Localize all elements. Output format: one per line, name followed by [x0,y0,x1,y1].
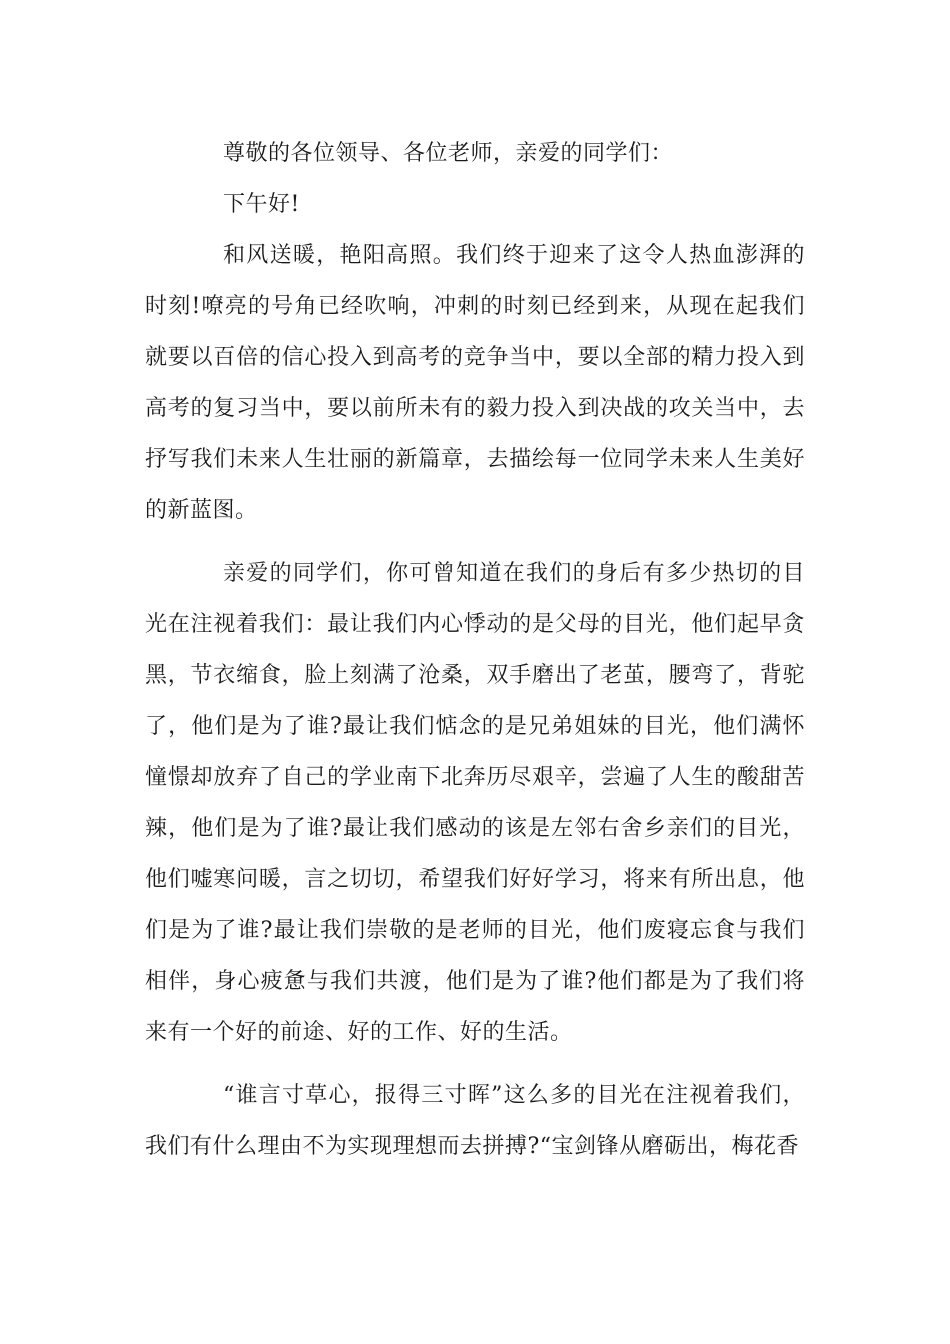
paragraph-opening: 和风送暖，艳阳高照。我们终于迎来了这令人热血澎湃的时刻!嘹亮的号角已经吹响，冲刺的时刻已经到来，从现在起我们就要以百倍的信心投入到高考的竞争当中，要以全部的精力投入到高考的复习当中，要以前所未有的毅力投入到决战的攻关当中，去抒写我们未来人生壮丽的新篇章，去描绘每一位同学未来人生美好的新蓝图。 [145,243,805,523]
paragraph-gazes: 亲爱的同学们，你可曾知道在我们的身后有多少热切的目光在注视着我们：最让我们内心悸动的是父母的目光，他们起早贪黑，节衣缩食，脸上刻满了沧桑，双手磨出了老茧，腰弯了，背驼了，他们是为了谁?最让我们惦念的是兄弟姐妹的目光，他们满怀憧憬却放弃了自己的学业南下北奔历尽艰辛，尝遍了人生的酸甜苦辣，他们是为了谁?最让我们感动的该是左邻右舍乡亲们的目光，他们嘘寒问暖，言之切切，希望我们好好学习，将来有所出息，他们是为了谁?最让我们崇敬的是老师的目光，他们废寝忘食与我们相伴，身心疲惫与我们共渡，他们是为了谁?他们都是为了我们将来有一个好的前途、好的工作、好的生活。 [145,561,805,1045]
salutation: 尊敬的各位领导、各位老师，亲爱的同学们： [223,141,674,166]
greeting: 下午好! [223,192,300,217]
document-body [145,128,805,1172]
paragraph-quote: “谁言寸草心，报得三寸晖”这么多的目光在注视着我们，我们有什么理由不为实现理想而去拼搏?“宝剑锋从磨砺出，梅花香 [145,1083,805,1159]
